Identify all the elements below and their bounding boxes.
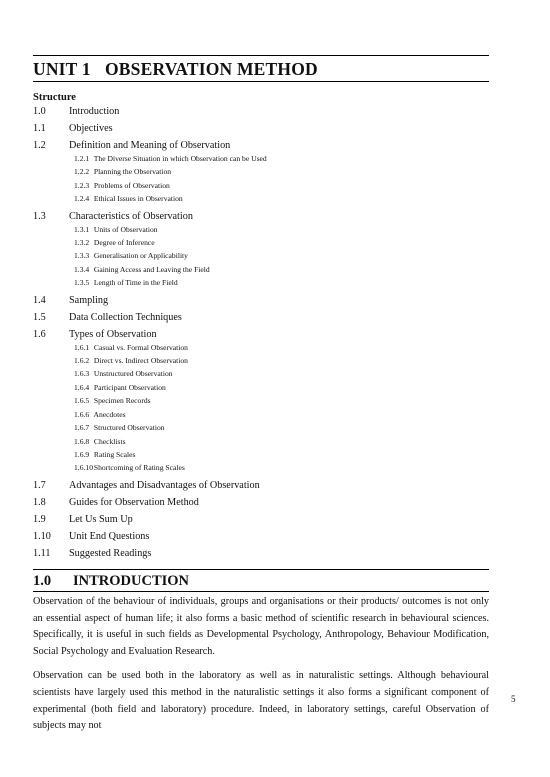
toc-subitem-title: Ethical Issues in Observation	[93, 194, 183, 204]
toc-item-title: Let Us Sum Up	[69, 513, 133, 525]
toc-subitem	[33, 381, 489, 394]
structure-label: Structure	[33, 92, 76, 103]
toc-subitem-title: Unstructured Observation	[93, 369, 173, 379]
toc-item-title: Types of Observation	[69, 328, 157, 340]
document-page	[33, 0, 489, 735]
paragraph-intro-1: Observation of the behaviour of individuals, groups and organisations or their products/ outcomes is not only an essential aspect of human life; it also forms a basic method of scientific research in behavioural sciences. Specifically, it is useful in such fields as Developmental Psychology, Anthropology, Behaviour Modification, Social Psychology and Evaluation Research.	[33, 595, 489, 658]
toc-item	[33, 514, 489, 526]
section-heading	[33, 569, 489, 592]
toc-subitem-title: Anecdotes	[93, 409, 126, 419]
toc-subitem-number: 1.2.2	[74, 167, 90, 177]
toc-item-number: 1.8	[33, 496, 46, 508]
toc-subitem-number: 1.6.9	[74, 449, 90, 459]
toc-subitem	[33, 152, 489, 165]
unit-title: OBSERVATION METHOD	[105, 59, 318, 79]
toc-item	[33, 497, 489, 509]
toc-subitem	[33, 236, 489, 249]
toc-subitem-title: Direct vs. Indirect Observation	[93, 356, 188, 366]
toc-item-number: 1.11	[33, 547, 51, 559]
toc-subitem-number: 1.3.1	[74, 224, 90, 234]
toc-subitem	[33, 354, 489, 367]
toc-subitem-title: Casual vs. Formal Observation	[93, 342, 188, 352]
paragraph-intro-2: Observation can be used both in the laboratory as well as in naturalistic settings. Although behavioural scientists have largely used this method in the naturalistic settings it also forms a significant component of experimental (both field and laboratory) procedure. Indeed, in laboratory settings, careful Observation of subjects may not	[33, 669, 489, 732]
toc-item-title: Unit End Questions	[69, 530, 150, 542]
toc-subitem-number: 1.3.4	[74, 264, 90, 274]
toc-subitem-number: 1.6.3	[74, 369, 90, 379]
toc-subitem	[33, 367, 489, 380]
toc-item-number: 1.5	[33, 311, 46, 323]
toc-subitem-number: 1.3.5	[74, 278, 90, 288]
toc-item-title: Sampling	[69, 294, 109, 306]
toc-item-number: 1.1	[33, 123, 46, 134]
toc-item-number: 1.6	[33, 328, 46, 340]
toc-subitem	[33, 165, 489, 178]
toc-subitem-title: Units of Observation	[93, 224, 158, 234]
toc-item	[33, 123, 489, 135]
toc-subitem-title: Degree of Inference	[93, 238, 155, 248]
toc-subitem	[33, 408, 489, 421]
toc-subitem-number: 1.2.1	[74, 154, 90, 163]
toc-subitem-number: 1.6.1	[74, 342, 90, 352]
toc-item	[33, 531, 489, 543]
toc-item	[33, 312, 489, 324]
toc-item	[33, 548, 489, 560]
section-title: INTRODUCTION	[73, 572, 190, 589]
toc-subitem-number: 1.2.3	[74, 180, 90, 190]
toc-subitem-title: The Diverse Situation in which Observation can be Used	[93, 154, 267, 163]
toc-item-number: 1.3	[33, 210, 46, 222]
toc-subitem-number: 1.6.8	[74, 436, 90, 446]
toc-item-title: Objectives	[69, 123, 113, 134]
toc-subitem	[33, 461, 489, 474]
toc-subitem-title: Problems of Observation	[93, 180, 170, 190]
toc-item-title: Advantages and Disadvantages of Observation	[69, 479, 260, 491]
toc-subitem-number: 1.6.6	[74, 409, 90, 419]
toc-subitem-title: Shortcoming of Rating Scales	[93, 463, 185, 473]
toc-subitem-number: 1.3.3	[74, 251, 90, 261]
toc-subitem	[33, 263, 489, 276]
toc-subitem-number: 1.6.10	[74, 463, 93, 473]
toc-item-title: Definition and Meaning of Observation	[69, 140, 231, 151]
page-number: 5	[511, 694, 516, 704]
toc-subitem	[33, 249, 489, 262]
table-of-contents	[33, 106, 489, 560]
toc-subitem	[33, 394, 489, 407]
toc-subitem-number: 1.6.5	[74, 396, 90, 406]
toc-item-title: Suggested Readings	[69, 547, 152, 559]
toc-item-number: 1.9	[33, 513, 46, 525]
toc-item-number: 1.10	[33, 530, 51, 542]
toc-subitem	[33, 435, 489, 448]
toc-subitem-title: Specimen Records	[93, 396, 151, 406]
toc-item-number: 1.7	[33, 479, 46, 491]
toc-item-title: Data Collection Techniques	[69, 311, 182, 323]
unit-heading	[33, 55, 489, 82]
toc-subitem-title: Participant Observation	[93, 382, 166, 392]
toc-item	[33, 480, 489, 492]
unit-number: UNIT 1	[33, 59, 91, 79]
toc-item-title: Introduction	[69, 106, 120, 117]
toc-subitem-number: 1.6.7	[74, 423, 90, 433]
toc-item	[33, 106, 489, 118]
toc-subitem-title: Rating Scales	[93, 449, 136, 459]
toc-item	[33, 211, 489, 223]
toc-subitem-title: Generalisation or Applicability	[93, 251, 188, 261]
toc-subitem-number: 1.3.2	[74, 238, 90, 248]
toc-subitem-number: 1.2.4	[74, 194, 90, 204]
toc-subitem	[33, 179, 489, 192]
toc-subitem	[33, 276, 489, 289]
toc-item	[33, 295, 489, 307]
toc-subitem-title: Structured Observation	[93, 423, 165, 433]
toc-subitem-title: Checklists	[93, 436, 126, 446]
toc-subitem-title: Planning the Observation	[93, 167, 172, 177]
toc-subitem	[33, 448, 489, 461]
toc-subitem	[33, 421, 489, 434]
toc-item	[33, 329, 489, 341]
toc-subitem-number: 1.6.2	[74, 356, 90, 366]
toc-item-number: 1.2	[33, 140, 46, 151]
toc-subitem-number: 1.6.4	[74, 382, 90, 392]
section-number: 1.0	[33, 572, 52, 589]
toc-item-number: 1.4	[33, 294, 46, 306]
toc-item-number: 1.0	[33, 106, 46, 117]
toc-subitem	[33, 341, 489, 354]
toc-item-title: Guides for Observation Method	[69, 496, 199, 508]
toc-subitem-title: Gaining Access and Leaving the Field	[93, 264, 210, 274]
toc-item	[33, 140, 489, 152]
toc-subitem-title: Length of Time in the Field	[93, 278, 178, 288]
toc-item-title: Characteristics of Observation	[69, 210, 193, 222]
toc-subitem	[33, 223, 489, 236]
toc-subitem	[33, 192, 489, 205]
